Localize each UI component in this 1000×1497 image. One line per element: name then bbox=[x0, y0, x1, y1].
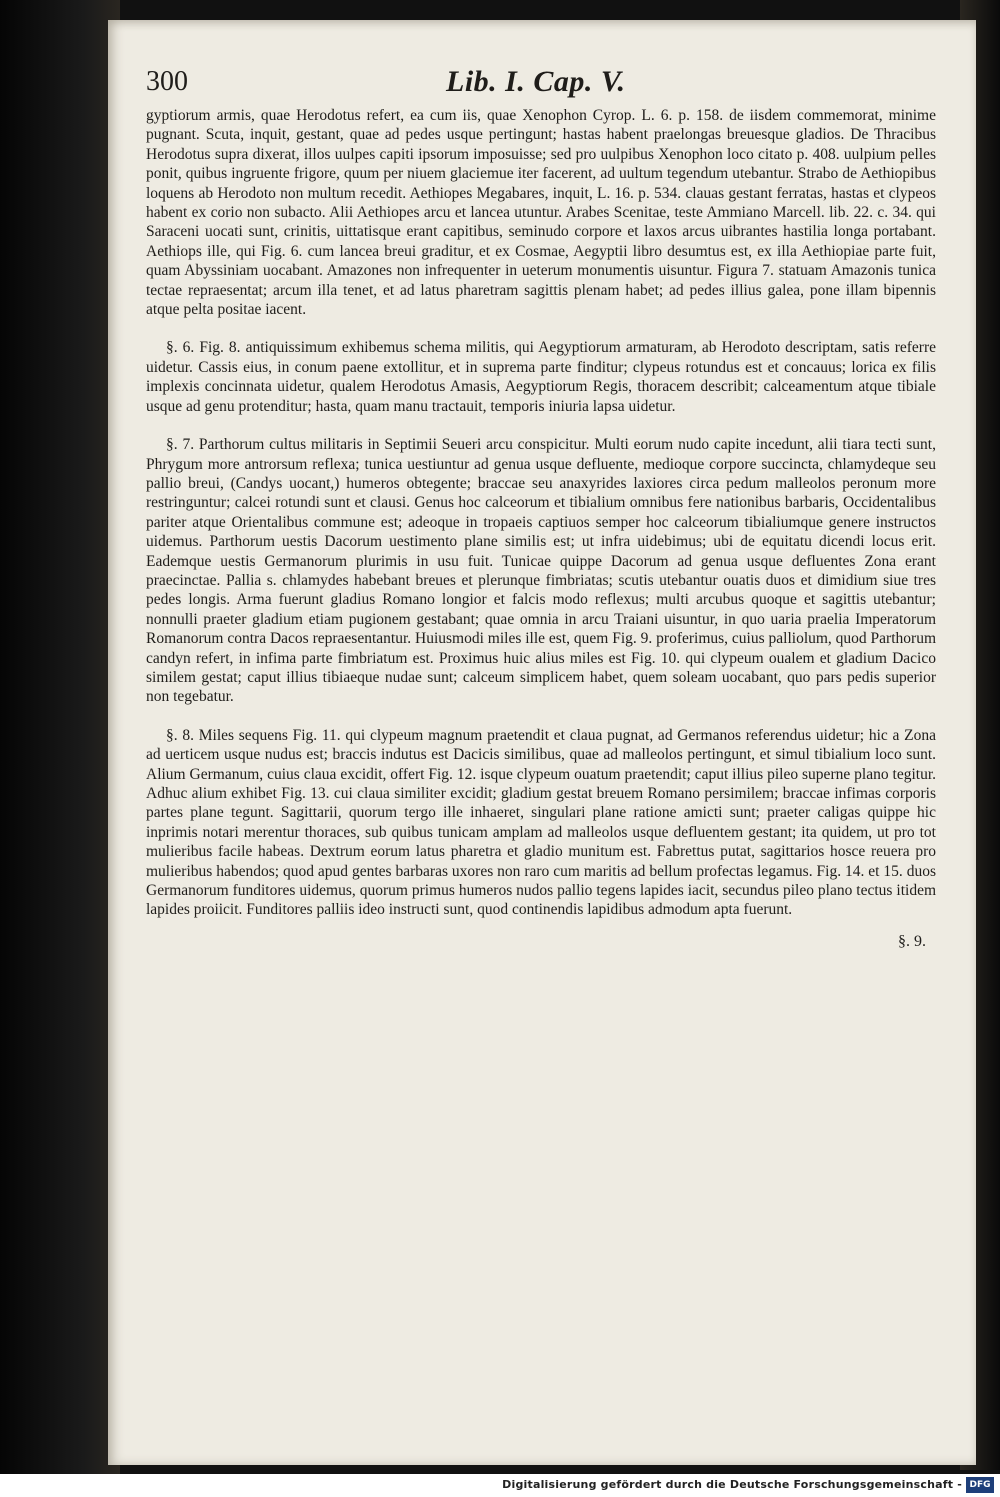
page-text-block bbox=[146, 60, 936, 951]
paragraph-section-7: §. 7. Parthorum cultus militaris in Septimii Seueri arcu conspicitur. Multi eorum nudo capite incedunt, alii tiara tecti sunt, Phrygum more antrorsum reflexa; tunica uestiuntur ad genua usque defluente, medioque corpore succincta, chlamydeque seu pallio breui, (Candys uocant,) humeros obtegente; braccae seu anaxyrides laxiores circa pedum malleolos peronum more restringuntur; calcei rotundi sunt et clausi. Genus hoc calceorum et tibialium omnibus fere nationibus barbaris, Occidentalibus pariter atque Orientalibus commune est; adeoque in tropaeis captiuos semper hoc calceorum tibialiumque genere instructos uidemus. Parthorum uestis Dacorum uestimento plane similis est; ut infra uidebimus; ubi de equitatu dicendi locus erit. Eademque uestis Germanorum plurimis in usu fuit. Tunicae quippe Dacorum ad genua usque defluentes Zona erant praecinctae. Pallia s. chlamydes habebant breues et plerunque fimbriatas; scutis utebantur ouatis duos et dimidium siue tres pedes longis. Arma fuerunt gladius Romano longior et falcis modo reflexus; multi arcubus quoque et sagittis utebantur; nonnulli praeter gladium etiam pugionem gestabant; quae omnia in arcu Traiani uisuntur, in quo uaria praelia Imperatorum Romanorum contra Dacos repraesentantur. Huiusmodi miles ille est, quem Fig. 9. proferimus, cuius palliolum, quod Parthorum candyn refert, in infima parte fimbriatum est. Proximus huic alius miles est Fig. 10. qui clypeum oualem et gladium Dacico similem gestat; caput illius tibiaeque nudae sunt; calceum simplicem habet, quem soleam uocabant, quo pars pedis superior non tegebatur. bbox=[146, 436, 936, 706]
paragraph-gap bbox=[146, 416, 936, 435]
page-header bbox=[146, 60, 936, 104]
paragraph-gap bbox=[146, 319, 936, 338]
page-number: 300 bbox=[146, 66, 188, 97]
book-page bbox=[108, 20, 976, 1465]
dfg-logo-icon: DFG bbox=[966, 1477, 994, 1493]
book-spine-edge bbox=[0, 0, 120, 1497]
running-title: Lib. I. Cap. V. bbox=[446, 65, 626, 98]
digitization-footer bbox=[0, 1474, 1000, 1497]
catchword: §. 9. bbox=[898, 932, 926, 950]
paragraph-section-6: §. 6. Fig. 8. antiquissimum exhibemus schema militis, qui Aegyptiorum armaturam, ab Herodoto descriptam, satis referre uidetur. Cassis eius, in conum paene extollitur, et in suprema parte finditur; clypeus rotundus est et concauus; lorica ex filis implexis concinnata uidetur, qualem Herodotus Amasis, Aegyptiorum Regis, thoracem describit; calceamentum atque tibiale usque ad genu protenditur; hasta, quam manu tractauit, temporis iniuria lapsa uidetur. bbox=[146, 339, 936, 415]
funding-note: Digitalisierung gefördert durch die Deutsche Forschungsgemeinschaft - bbox=[502, 1478, 962, 1491]
paragraph-section-8: §. 8. Miles sequens Fig. 11. qui clypeum magnum praetendit et claua pugnat, ad Germanos referendus uidetur; hic a Zona ad uerticem usque nudus est; braccis indutus est Dacicis similibus, quae ad malleolos pertingunt, et simul tibialium loco sunt. Alium Germanum, cuius claua excidit, offert Fig. 12. isque clypeum ouatum praetendit; caput illius pileo superne plano tegitur. Adhuc alium exhibet Fig. 13. cui claua similiter excidit; gladium gestat breuem Romano persimilem; braccae infimas corporis partes plane tegunt. Sagittarii, quorum tergo ille inhaeret, singulari plane ratione amicti sunt; praeter caligas quippe hic inprimis notari merentur thoraces, sub quibus tunicam amplam ad malleolos usque defluentem gestant; ita quidem, ut pro tot mulieribus facile habeas. Dextrum eorum latus pharetra et gladio munitum est. Fabrettus putat, sagittarios hosce reuera pro mulieribus habendos; quod apud gentes barbaras uxores non raro cum maritis ad bellum profectas legamus. Fig. 14. et 15. duos Germanorum funditores uidemus, quorum primus humeros nudos pallio tegens lapides iacit, secundus pileo plano tectus itidem lapides proiicit. Funditores palliis ideo instructi sunt, quod continendis lapidibus admodum apta fuerunt. bbox=[146, 726, 936, 919]
paragraph-continuation: gyptiorum armis, quae Herodotus refert, ea cum iis, quae Xenophon Cyrop. L. 6. p. 158. de iisdem commemorat, minime pugnant. Scuta, inquit, gestant, quae ad pedes usque pertingunt; hastas habent praelongas breuesque gladios. De Thracibus Herodotus supra dixerat, illos uulpes capiti ipsorum imposuisse; sed pro uulpibus Xenophon loco citato p. 408. uulpium pelles ponit, quibus ingruente frigore, quum per niuem glaciemue iter facerent, ad uultum tegendum utebantur. Strabo de Aethiopibus loquens ab Herodoto non multum recedit. Aethiopes Megabares, inquit, L. 16. p. 534. clauas gestant ferratas, hastas et clypeos habent ex corio non subacto. Alii Aethiopes arcu et lancea utuntur. Arabes Scenitae, teste Ammiano Marcell. lib. 22. c. 34. qui Saraceni uocati sunt, crinitis, uittatisque erant capitibus, seminudo corpore et laxos arcus uibrantes hastilia longa portabant. Aethiops ille, qui Fig. 6. cum lancea breui graditur, et ex Cosmae, Aegyptii libro desumtus est, ex illa Aethiopiae parte fuit, quam Abyssiniam uocabant. Amazones non infrequenter in ueterum monumentis uisuntur. Figura 7. statuam Amazonis tunica tectae repraesentat; arcum illa tenet, et ad latus pharetram sagittis plenam habet; ad pedes illius galea, pone illam bipennis atque pelta positae iacent. bbox=[146, 107, 936, 319]
paragraph-gap bbox=[146, 707, 936, 726]
